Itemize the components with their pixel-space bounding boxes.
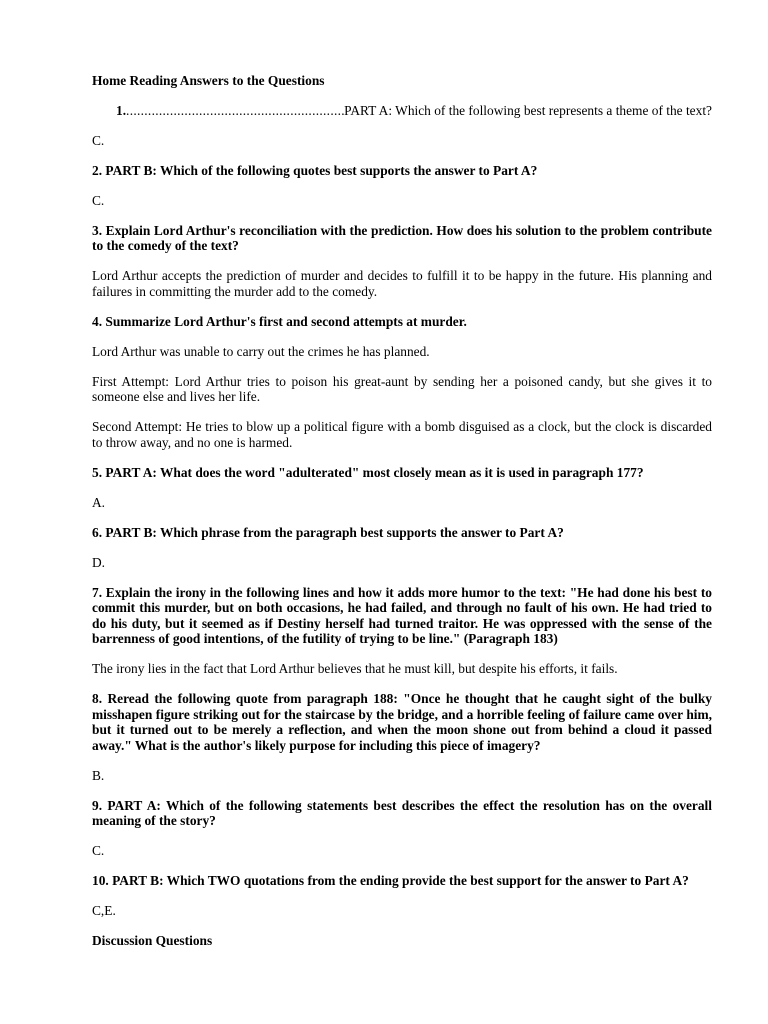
question-7: 7. Explain the irony in the following lines and how it adds more humor to the text: "He had done his best to commit this murder, but on both occasions, he had failed, and through no fault of his own. He had tried to do his duty, but it seemed as if Destiny herself had turned traitor. He was oppressed with the sense of the barrenness of good intentions, of the futility of trying to be line." (Paragraph 183) <box>92 584 712 646</box>
document-body <box>92 73 712 963</box>
question-2: 2. PART B: Which of the following quotes best supports the answer to Part A? <box>92 162 538 178</box>
question-8: 8. Reread the following quote from paragraph 188: "Once he thought that he caught sight of the bulky misshapen figure striking out for the staircase by the bridge, and a horrible feeling of failure came over him, but it turned out to be merely a reflection, and when the moon shone out from behind a cloud it passed away." What is the author's likely purpose for including this piece of imagery? <box>92 691 712 753</box>
answer-2: C. <box>92 192 105 208</box>
answer-3: Lord Arthur accepts the prediction of murder and decides to fulfill it to be happy in the future. His planning and failures in committing the murder add to the comedy. <box>92 268 712 299</box>
answer-7: The irony lies in the fact that Lord Arthur believes that he must kill, but despite his efforts, it fails. <box>92 661 618 676</box>
answer-8: B. <box>92 767 105 783</box>
question-1 <box>116 103 712 119</box>
answer-1: C. <box>92 132 105 148</box>
dot-leader <box>126 103 344 119</box>
answer-5: A. <box>92 494 106 510</box>
question-6: 6. PART B: Which phrase from the paragraph best supports the answer to Part A? <box>92 524 564 540</box>
question-5: 5. PART A: What does the word "adulterated" most closely mean as it is used in paragraph 177? <box>92 464 644 480</box>
document-title: Home Reading Answers to the Questions <box>92 73 325 88</box>
question-9: 9. PART A: Which of the following statements best describes the effect the resolution has on the overall meaning of the story? <box>92 797 712 828</box>
answer-10: C,E. <box>92 903 116 918</box>
question-4: 4. Summarize Lord Arthur's first and second attempts at murder. <box>92 313 467 329</box>
answer-4-second-attempt: Second Attempt: He tries to blow up a political figure with a bomb disguised as a clock, but the clock is discarded to throw away, and no one is harmed. <box>92 419 712 450</box>
question-3: 3. Explain Lord Arthur's reconciliation with the prediction. How does his solution to the problem contribute to the comedy of the text? <box>92 222 712 253</box>
answer-6: D. <box>92 554 106 570</box>
answer-9: C. <box>92 843 105 858</box>
answer-4-summary: Lord Arthur was unable to carry out the crimes he has planned. <box>92 343 430 359</box>
question-1-text: PART A: Which of the following best represents a theme of the text? <box>344 102 712 118</box>
question-1-number: 1. <box>116 102 127 118</box>
question-10: 10. PART B: Which TWO quotations from the ending provide the best support for the answer to Part A? <box>92 873 689 888</box>
discussion-heading: Discussion Questions <box>92 933 213 948</box>
answer-4-first-attempt: First Attempt: Lord Arthur tries to poison his great-aunt by sending her a poisoned candy, but she gives it to someone else and lives her life. <box>92 373 712 404</box>
